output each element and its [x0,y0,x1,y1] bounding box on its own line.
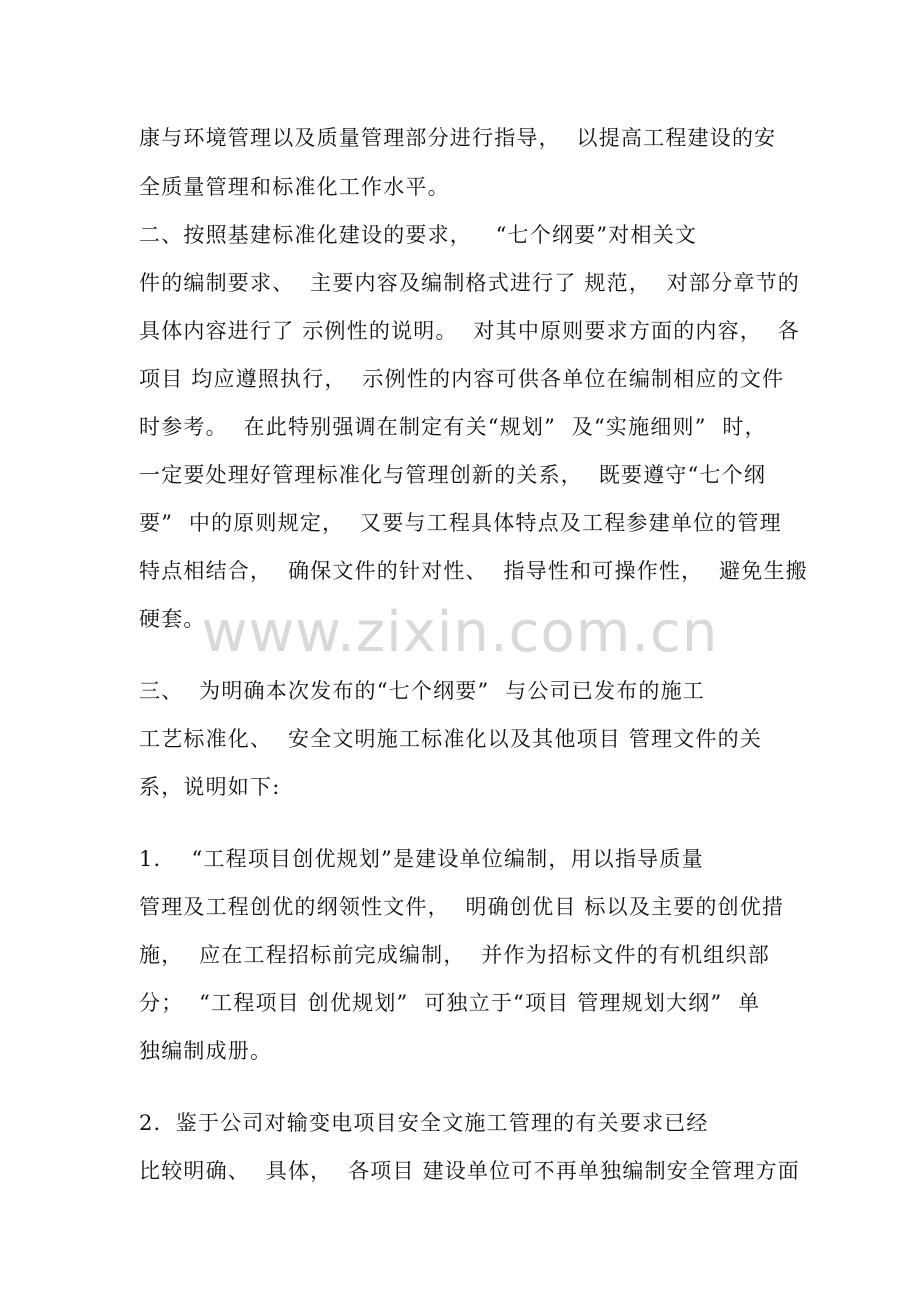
text-line: 要” 中的原则规定， 又要与工程具体特点及工程参建单位的管理 [139,511,782,535]
text-line: 管理及工程创优的纲领性文件， 明确创优目 标以及主要的创优措 [139,895,785,919]
text-line: 施， 应在工程招标前完成编制， 并作为招标文件的有机组织部 [139,943,770,967]
text-line: 特点相结合， 确保文件的针对性、 指导性和可操作性， 避免生搬 [139,559,808,583]
text-line: 比较明确、 具体， 各项目 建设单位可不再单独编制安全管理方面 [139,1159,800,1183]
text-line: 康与环境管理以及质量管理部分进行指导， 以提高工程建设的安 [139,126,777,150]
text-line: 1． “工程项目创优规划”是建设单位编制，用以指导质量 [139,847,704,871]
text-line: 系，说明如下: [139,775,281,799]
text-line: 全质量管理和标准化工作水平。 [139,175,450,199]
text-line: 二、按照基建标准化建设的要求， “七个纲要”对相关文 [139,223,698,247]
text-line: 三、 为明确本次发布的“七个纲要” 与公司已发布的施工 [139,679,705,703]
text-line: 件的编制要求、 主要内容及编制格式进行了 规范， 对部分章节的 [139,271,800,295]
watermark: www.zixin.com.cn [201,600,719,665]
text-line: 一定要处理好管理标准化与管理创新的关系， 既要遵守“七个纲 [139,463,767,487]
text-line: 项目 均应遵照执行， 示例性的内容可供各单位在编制相应的文件 [139,367,785,391]
text-line: 工艺标准化、 安全文明施工标准化以及其他项目 管理文件的关 [139,727,763,751]
text-line: 具体内容进行了 示例性的说明。 对其中原则要求方面的内容， 各 [139,319,800,343]
text-line: 时参考。 在此特别强调在制定有关“规划” 及“实施细则” 时， [139,415,767,439]
text-line: 分； “工程项目 创优规划” 可独立于“项目 管理规划大纲” 单 [139,991,761,1015]
text-line: 硬套。 [139,607,206,631]
text-line: 2．鉴于公司对输变电项目安全文施工管理的有关要求已经 [139,1111,709,1135]
text-line: 独编制成册。 [139,1039,273,1063]
